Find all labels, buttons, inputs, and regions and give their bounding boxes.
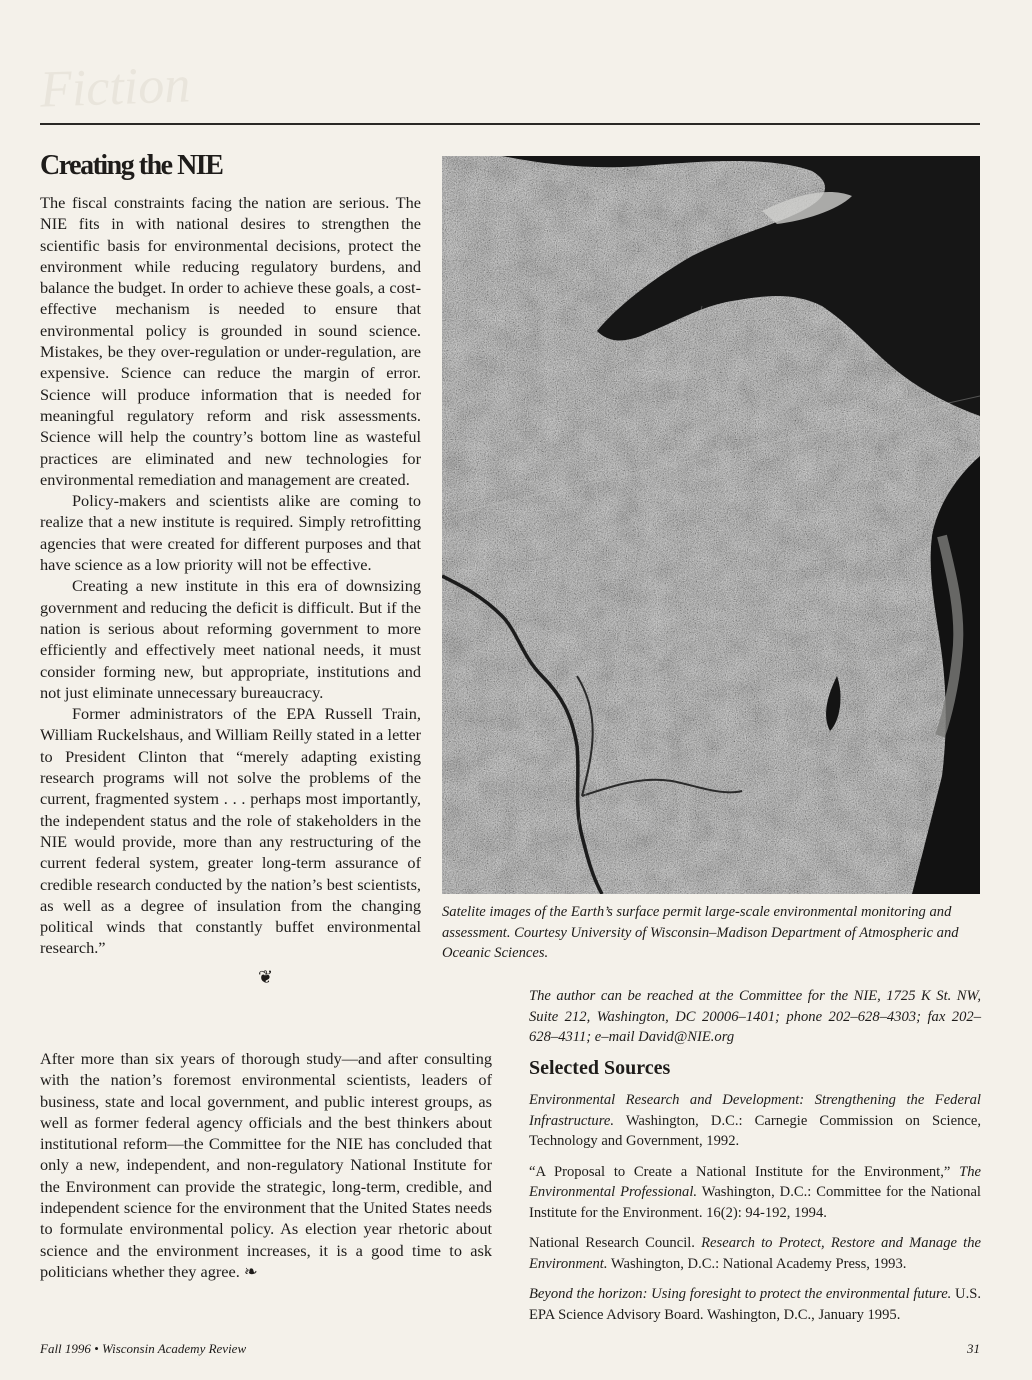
ghost-show-through-title: Fiction: [39, 56, 192, 119]
section-divider-ornament: ❦: [257, 966, 274, 987]
article-body-column: [40, 192, 421, 1001]
article-paragraph: Policy-makers and scientists alike are coming to realize that a new institute is required. Simply retrofitting agencies that were created for different purposes and that have science as a low priority will not be effective.: [40, 491, 421, 575]
figure-caption: Satelite images of the Earth’s surface permit large-scale environmental monitoring and assessment. Courtesy University of Wisconsin–Madison Department of Atmospheric and Oceanic Sciences.: [442, 904, 959, 961]
source-item: [529, 1090, 981, 1152]
satellite-map-illustration: [442, 156, 980, 894]
top-rule: [40, 123, 980, 125]
article-paragraph: The fiscal constraints facing the nation are serious. The NIE fits in with national desires to strengthen the scientific basis for environmental decisions, protect the environment while reducing regulatory burdens, and balance the budget. In order to achieve these goals, a cost-effective mechanism is needed to ensure that environmental policy is grounded in sound science. Mistakes, be they over-regulation or under-regulation, are expensive. Science can reduce the margin of error. Science will produce information that is needed for meaningful regulatory reform and risk assessments. Science will help the country’s bottom line as wasteful practices are eliminated and new technologies for environmental remediation and management are created.: [40, 193, 421, 489]
footer-issue-line: Fall 1996 • Wisconsin Academy Review: [40, 1341, 247, 1356]
closing-text: After more than six years of thorough study—and after consulting with the nation’s foremost environmental scientists, leaders of business, state and local government, and public interest groups, as well as former federal agency officials and the best thinkers about institutional reform—the Committee for the NIE has concluded that only a new, independent, and non-regulatory National Institute for the Environment can provide the strategic, long-term, credible, and independent science for the environment that the United States needs to formulate environmental policy. As election year rhetoric about science and the environment increases, it is a good time to ask politicians whether they agree.: [40, 1049, 492, 1281]
page-number: 31: [967, 1341, 980, 1356]
sources-list: [529, 1090, 981, 1335]
satellite-image: [442, 156, 980, 894]
source-lead: National Research Council.: [529, 1235, 702, 1251]
closing-paragraph: [40, 1048, 492, 1282]
closing-section: [40, 1048, 492, 1282]
author-contact: The author can be reached at the Committee for the NIE, 1725 K St. NW, Suite 212, Washington, DC 20006–1401; phone 202–628–4303; fax 202–628–4311; e–mail David@NIE.org: [529, 988, 981, 1045]
selected-sources-heading: Selected Sources: [529, 1057, 671, 1079]
source-title: Beyond the horizon: Using foresight to protect the environmental future.: [529, 1286, 952, 1302]
article-heading: Creating the NIE: [40, 150, 223, 181]
source-details: Washington, D.C.: Committee for the National Institute for the Environment. 16(2): 94-192, 1994.: [529, 1184, 981, 1221]
source-lead: “A Proposal to Create a National Institute for the Environment,”: [529, 1163, 960, 1180]
source-details: Washington, D.C.: Carnegie Commission on Science, Technology and Government, 1992.: [529, 1112, 981, 1149]
article-paragraph: Former administrators of the EPA Russell Train, William Ruckelshaus, and William Reilly stated in a letter to President Clinton that “merely adapting existing research programs will not solve the problems of the current, fragmented system . . . perhaps most importantly, the independent status and the role of stakeholders in the NIE would provide, more than any restructuring of the current federal system, greater long-term assurance of credible research conducted by the nation’s best scientists, as well as a degree of insulation from the changing political winds that constantly buffet environmental research.”: [40, 704, 421, 958]
source-item: [529, 1284, 981, 1325]
source-details: U.S. EPA Science Advisory Board. Washington, D.C., January 1995.: [529, 1286, 981, 1323]
source-item: [529, 1162, 981, 1224]
source-title: The Environmental Professional.: [529, 1163, 981, 1200]
source-title: Research to Protect, Restore and Manage the Environment.: [529, 1235, 981, 1272]
end-mark-ornament: ❧: [243, 1261, 258, 1281]
source-details: Washington, D.C.: National Academy Press, 1993.: [607, 1255, 907, 1272]
source-title: Environmental Research and Development: Strengthening the Federal Infrastructure.: [529, 1092, 981, 1129]
article-paragraph: Creating a new institute in this era of downsizing government and reducing the deficit is difficult. But if the nation is serious about reforming government to more efficiently and effectively meet national needs, it must consider forming new, but appropriate, institutions and not just eliminate unnecessary bureaucracy.: [40, 576, 421, 702]
source-item: [529, 1233, 981, 1274]
